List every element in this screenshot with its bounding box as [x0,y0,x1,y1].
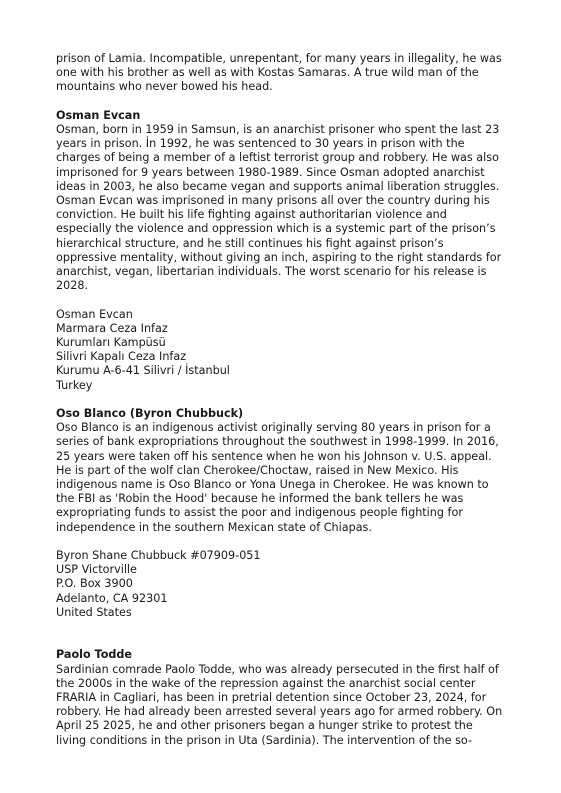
address-line: USP Victorville [56,563,137,577]
address-line: Turkey [56,378,93,392]
address-line: Adelanto, CA 92301 [56,591,168,605]
document-page [56,52,516,748]
address-line: Kurumları Kampüsü [56,336,166,350]
section-heading: Osman Evcan [56,108,141,122]
section-body: Osman, born in 1959 in Samsun, is an anarchist prisoner who spent the last 23 years in prison. İn 1992, he was sentenced to 30 years in prison with the charges of being a member of a leftist terrorist group and robbery. He was also imprisoned for 9 years between 1980-1989. Since Osman adopted anarchist ideas in 2003, he also became vegan and supports animal liberation struggles. Osman Evcan was imprisoned in many prisons all over the country during his conviction. He built his life fighting against authoritarian violence and especially the violence and oppression which is a systemic part of the prison’s hierarchical structure, and he still continues his fight against prison’s oppressive mentality, without giving an inch, aspiring to the right standards for anarchist, vegan, libertarian individuals. The worst scenario for his release is 2028. [56,123,502,293]
address-line: P.O. Box 3900 [56,577,133,591]
prisoner-section-osman-evcan [56,109,516,393]
section-body: Sardinian comrade Paolo Todde, who was already persecuted in the first half of the 2000s in the wake of the repression against the anarchist social center FRARIA in Cagliari, has been in pretrial detention since October 23, 2024, for robbery. He had already been arrested several years ago for armed robbery. On April 25 2025, he and other prisoners began a hunger strike to protest the living conditions in the prison in Uta (Sardinia). The intervention of the so- [56,662,503,747]
address-line: Marmara Ceza Infaz [56,321,168,335]
mailing-address [56,549,516,620]
address-line: Osman Evcan [56,307,133,321]
section-body: Oso Blanco is an indigenous activist originally serving 80 years in prison for a series of bank expropriations throughout the southwest in 1998-1999. In 2016, 25 years were taken off his sentence when he won his Johnson v. U.S. appeal. He is part of the wolf clan Cherokee/Choctaw, raised in New Mexico. His indigenous name is Oso Blanco or Yona Unega in Cherokee. He was known to the FBI as 'Robin the Hood' because he informed the bank tellers he was expropriating funds to assist the poor and indigenous people fighting for independence in the southern Mexican state of Chiapas. [56,421,499,534]
section-heading: Oso Blanco (Byron Chubbuck) [56,407,244,421]
address-line: United States [56,605,132,619]
mailing-address [56,308,516,393]
address-line: Silivri Kapalı Ceza Infaz [56,350,187,364]
address-line: Byron Shane Chubbuck #07909-051 [56,549,261,563]
prisoner-section-oso-blanco [56,407,516,620]
address-line: Kurumu A-6-41 Silivri / İstanbul [56,364,230,378]
prisoner-section-paolo-todde [56,648,516,747]
section-heading: Paolo Todde [56,648,132,662]
intro-paragraph: prison of Lamia. Incompatible, unrepentant, for many years in illegality, he was one with his brother as well as with Kostas Samaras. A true wild man of the mountains who never bowed his head. [56,52,502,94]
